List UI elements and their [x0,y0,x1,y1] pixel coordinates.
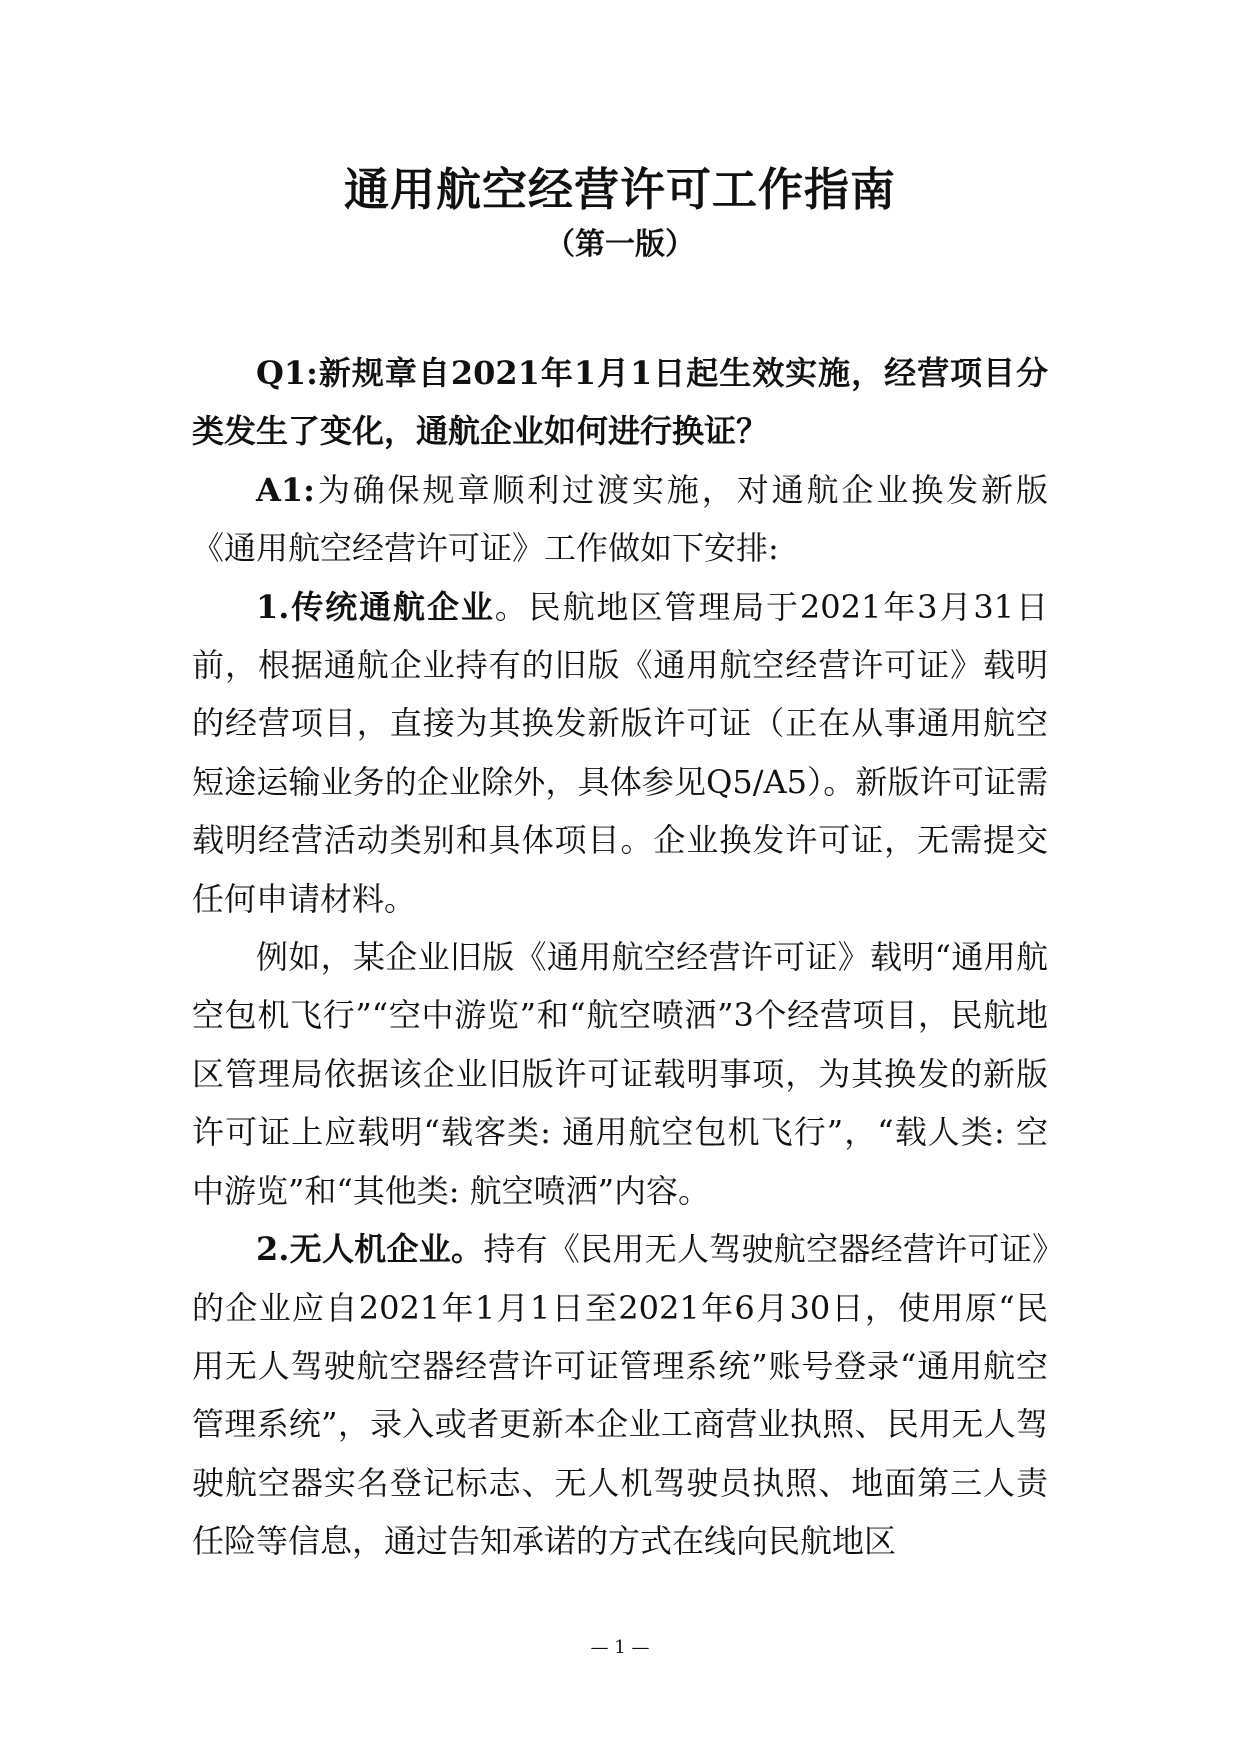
page-number: — 1 — [590,1637,650,1658]
answer-a1-text: 为确保规章顺利过渡实施，对通航企业换发新版《通用航空经营许可证》工作做如下安排: [192,470,1048,568]
item-2-label: 2.无人机企业。 [256,1230,484,1269]
item-1-text: 。民航地区管理局于2021年3月31日前，根据通航企业持有的旧版《通用航空经营许可证》载明的经营项目，直接为其换发新版许可证（正在从事通用航空短途运输业务的企业除外，具体参见Q5/A5）。新版许可证需载明经营活动类别和具体项目。企业换发许可证，无需提交任何申请材料。 [192,587,1048,918]
item-2-text: 持有《民用无人驾驶航空器经营许可证》的企业应自2021年1月1日至2021年6月30日，使用原“民用无人驾驶航空器经营许可证管理系统”账号登录“通用航空管理系统”，录入或者更新本企业工商营业执照、民用无人驾驶航空器实名登记标志、无人机驾驶员执照、地面第三人责任险等信息，通过告知承诺的方式在线向民航地区 [192,1230,1048,1561]
paragraph-item-1 [192,578,1048,928]
document-body [192,344,1048,1571]
answer-a1-label: A1: [256,470,315,509]
paragraph-example: 例如，某企业旧版《通用航空经营许可证》载明“通用航空包机飞行”“空中游览”和“航空喷洒”3个经营项目，民航地区管理局依据该企业旧版许可证载明事项，为其换发的新版许可证上应载明“载客类: 通用航空包机飞行”，“载人类: 空中游览”和“其他类: 航空喷洒”内容。 [192,938,1048,1210]
paragraph-item-2 [192,1220,1048,1570]
document-title: 通用航空经营许可工作指南 [343,163,896,216]
document-subtitle: （第一版） [545,227,695,262]
answer-a1 [192,461,1048,578]
item-1-label: 1.传统通航企业 [256,587,495,626]
question-q1: Q1:新规章自2021年1月1日起生效实施，经营项目分类发生了变化，通航企业如何进行换证？ [192,354,1048,451]
